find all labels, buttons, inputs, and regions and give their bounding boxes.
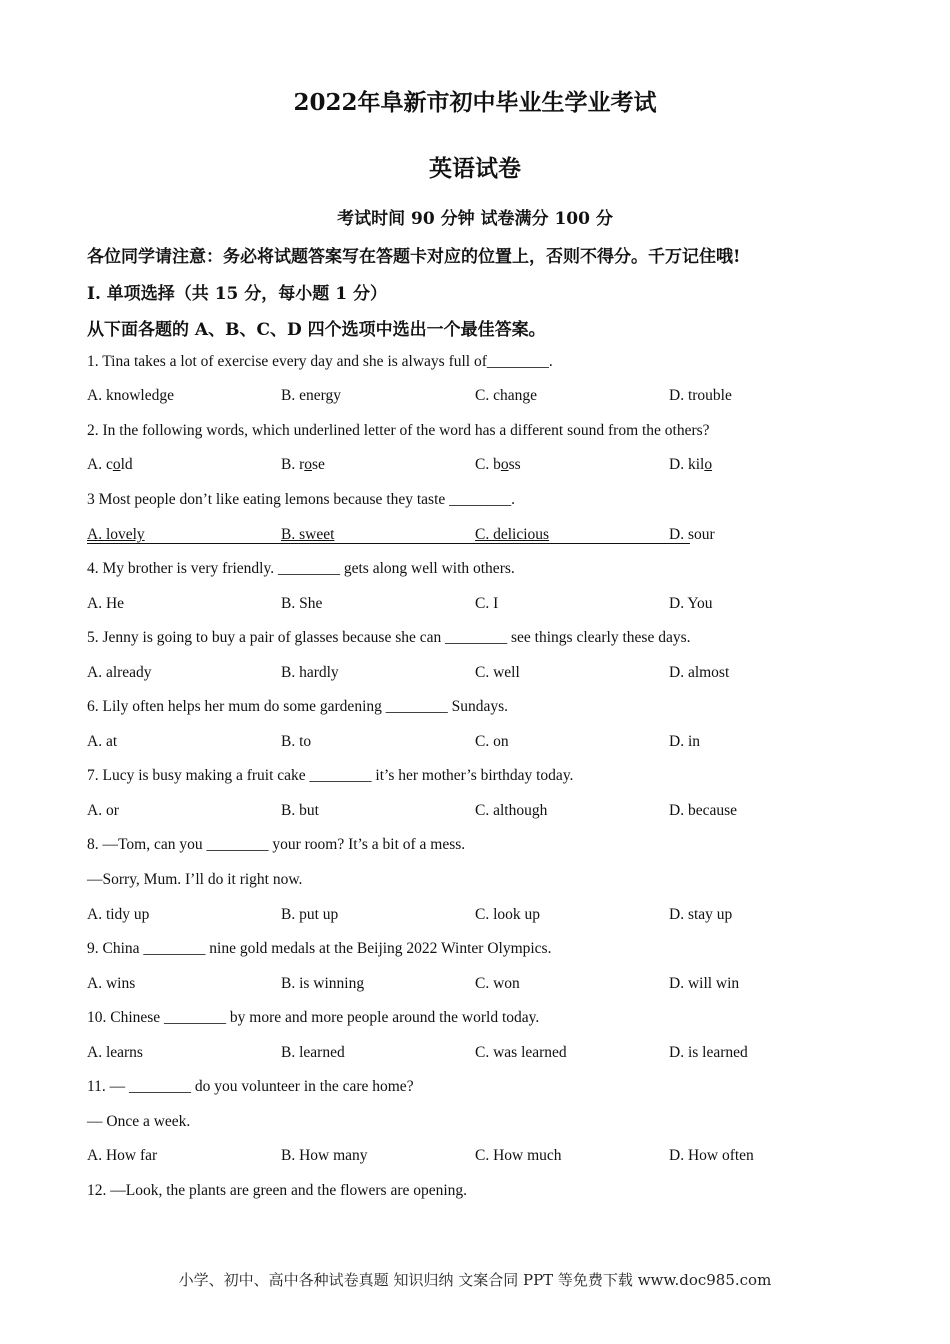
q1-option-a: A. knowledge: [87, 387, 174, 404]
q1-option-d: D. trouble: [669, 387, 732, 404]
question-11: 11. — ________ do you volunteer in the care home?: [87, 1078, 414, 1095]
q3-underline-rule: [87, 543, 690, 544]
q5-option-b: B. hardly: [281, 664, 339, 681]
q3-option-a: A. lovely: [87, 526, 145, 543]
q2-option-a: A. cold: [87, 456, 133, 473]
q1-option-c: C. change: [475, 387, 537, 404]
q10-option-a: A. learns: [87, 1044, 143, 1061]
question-8-reply: —Sorry, Mum. I’ll do it right now.: [87, 871, 303, 888]
question-8: 8. —Tom, can you ________ your room? It’s a bit of a mess.: [87, 836, 466, 853]
q7-option-d: D. because: [669, 802, 737, 819]
q6-option-d: D. in: [669, 733, 700, 750]
q8-option-d: D. stay up: [669, 906, 733, 923]
q9-option-d: D. will win: [669, 975, 740, 992]
q5-option-a: A. already: [87, 664, 152, 681]
q2-option-d: D. kilo: [669, 456, 713, 473]
q11-option-b: B. How many: [281, 1147, 368, 1164]
q9-option-a: A. wins: [87, 975, 136, 992]
q4-option-d: D. You: [669, 595, 713, 612]
question-10: 10. Chinese ________ by more and more people around the world today.: [87, 1009, 540, 1026]
notice: 各位同学请注意：务必将试题答案写在答题卡对应的位置上，否则不得分。千万记住哦!: [87, 247, 741, 267]
q8-option-b: B. put up: [281, 906, 339, 923]
page-footer: 小学、初中、高中各种试卷真题 知识归纳 文案合同 PPT 等免费下载 www.doc985.com: [178, 1271, 772, 1289]
q7-option-c: C. although: [475, 802, 548, 819]
q2-option-c: C. boss: [475, 456, 521, 473]
question-1: 1. Tina takes a lot of exercise every day and she is always full of________.: [87, 353, 553, 370]
q7-option-a: A. or: [87, 802, 119, 819]
question-9: 9. China ________ nine gold medals at the Beijing 2022 Winter Olympics.: [87, 940, 552, 957]
q3-option-d: D. sour: [669, 526, 715, 543]
q1-option-b: B. energy: [281, 387, 341, 404]
q6-option-c: C. on: [475, 733, 509, 750]
section-heading: I. 单项选择（共 15 分，每小题 1 分）: [87, 284, 387, 304]
q5-option-d: D. almost: [669, 664, 730, 681]
q9-option-b: B. is winning: [281, 975, 365, 992]
q10-option-c: C. was learned: [475, 1044, 567, 1061]
q2-option-b: B. rose: [281, 456, 325, 473]
q4-option-b: B. She: [281, 595, 323, 612]
question-4: 4. My brother is very friendly. ________ gets along well with others.: [87, 560, 515, 577]
q4-option-a: A. He: [87, 595, 125, 612]
question-11-reply: — Once a week.: [87, 1113, 191, 1130]
q10-option-b: B. learned: [281, 1044, 345, 1061]
question-12: 12. —Look, the plants are green and the flowers are opening.: [87, 1182, 468, 1199]
exam-info: 考试时间 90 分钟 试卷满分 100 分: [337, 209, 613, 229]
section-instruction: 从下面各题的 A、B、C、D 四个选项中选出一个最佳答案。: [87, 320, 546, 340]
q3-option-b: B. sweet: [281, 526, 335, 543]
q8-option-c: C. look up: [475, 906, 541, 923]
question-7: 7. Lucy is busy making a fruit cake ________ it’s her mother’s birthday today.: [87, 767, 574, 784]
q8-option-a: A. tidy up: [87, 906, 150, 923]
q4-option-c: C. I: [475, 595, 499, 612]
q6-option-a: A. at: [87, 733, 118, 750]
q3-option-c: C. delicious: [475, 526, 550, 543]
q11-option-c: C. How much: [475, 1147, 562, 1164]
q9-option-c: C. won: [475, 975, 520, 992]
q11-option-d: D. How often: [669, 1147, 754, 1164]
question-3: 3 Most people don’t like eating lemons because they taste ________.: [87, 491, 516, 508]
question-5: 5. Jenny is going to buy a pair of glasses because she can ________ see things clearly these days.: [87, 629, 691, 646]
exam-title: 2022年阜新市初中毕业生学业考试: [293, 89, 657, 116]
exam-subject: 英语试卷: [429, 155, 521, 182]
q11-option-a: A. How far: [87, 1147, 158, 1164]
q10-option-d: D. is learned: [669, 1044, 748, 1061]
question-6: 6. Lily often helps her mum do some gardening ________ Sundays.: [87, 698, 509, 715]
q6-option-b: B. to: [281, 733, 312, 750]
q7-option-b: B. but: [281, 802, 319, 819]
q5-option-c: C. well: [475, 664, 520, 681]
question-2: 2. In the following words, which underlined letter of the word has a different sound from the others?: [87, 422, 710, 439]
